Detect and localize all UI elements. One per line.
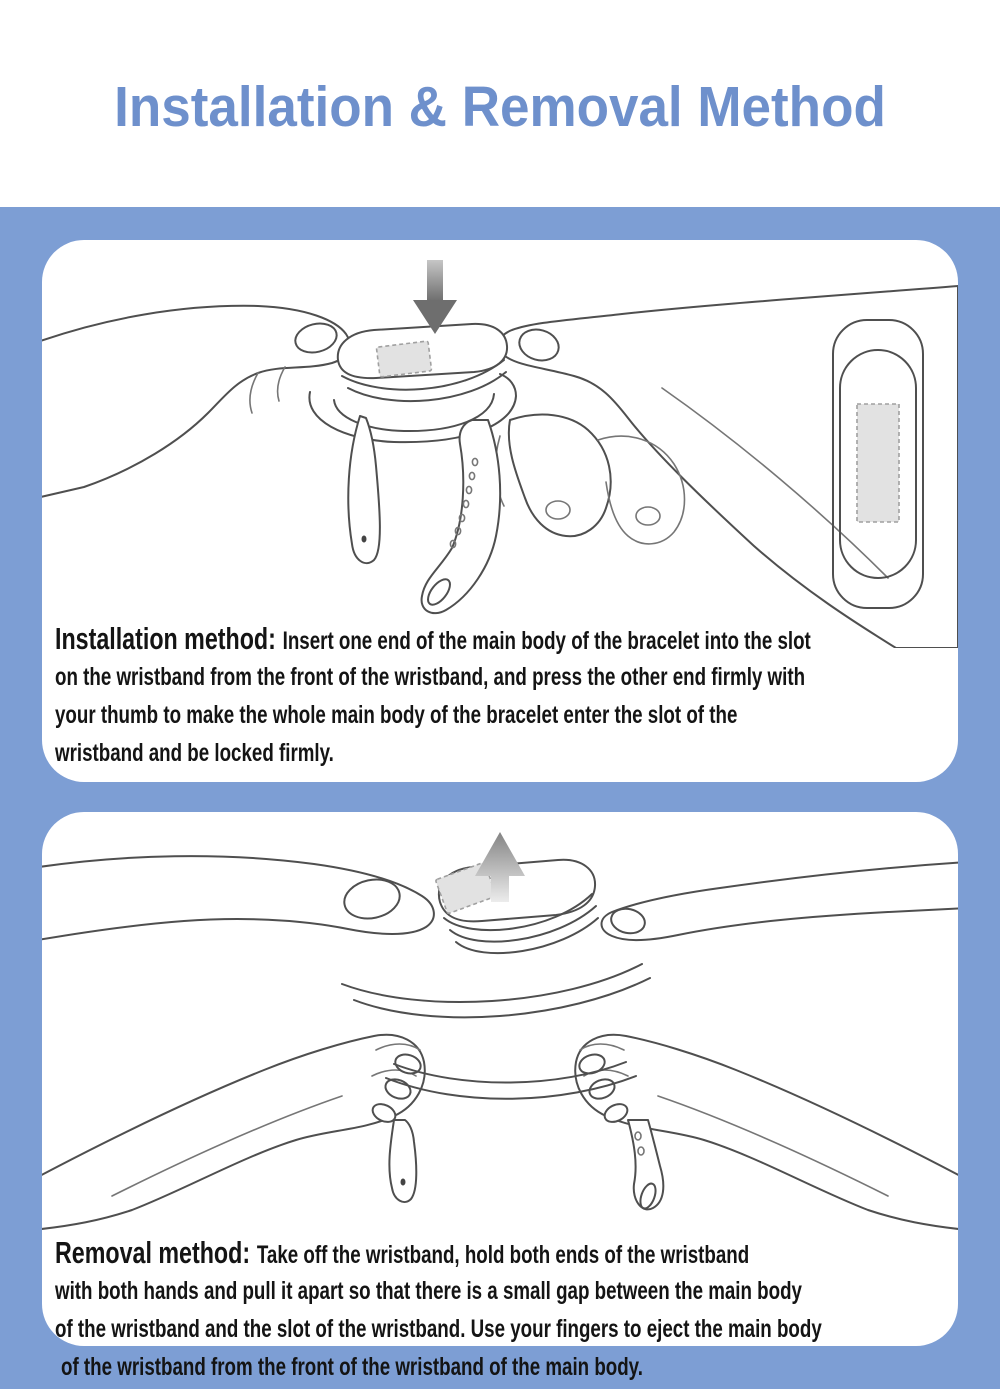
installation-line: on the wristband from the front of the wristband, and press the other end firmly with — [55, 663, 806, 691]
wristband-straps — [389, 1120, 663, 1210]
removal-line: Removal method: Take off the wristband, hold both ends of the wristband — [55, 1235, 750, 1270]
left-hand — [42, 306, 350, 499]
installation-illustration — [42, 248, 958, 648]
left-hand — [42, 1035, 425, 1230]
installation-text — [55, 620, 811, 772]
header — [0, 0, 1000, 207]
removal-illustration — [42, 824, 958, 1254]
screen-area — [857, 404, 899, 522]
removal-line: of the wristband and the slot of the wristband. Use your fingers to eject the main body — [55, 1315, 822, 1343]
band-front-view — [826, 316, 930, 612]
down-arrow-icon — [413, 260, 457, 334]
right-index-finger — [602, 862, 959, 940]
installation-line: Installation method: Insert one end of the main body of the bracelet into the slot — [55, 621, 811, 656]
installation-line: wristband and be locked firmly. — [55, 739, 334, 767]
removal-card — [42, 812, 958, 1381]
left-thumb — [42, 856, 434, 941]
removal-text — [55, 1234, 822, 1386]
removal-line: of the wristband from the front of the wristband of the main body. — [61, 1353, 643, 1381]
removal-heading: Removal method: — [55, 1235, 251, 1270]
installation-heading: Installation method: — [55, 621, 276, 656]
screen-area — [376, 341, 431, 377]
page-title: Installation & Removal Method — [114, 75, 886, 139]
wristband-straps — [348, 416, 500, 613]
installation-line: your thumb to make the whole main body of the bracelet enter the slot of the — [55, 701, 738, 729]
installation-card — [42, 240, 958, 782]
removal-line: with both hands and pull it apart so that there is a small gap between the main body — [55, 1277, 802, 1305]
